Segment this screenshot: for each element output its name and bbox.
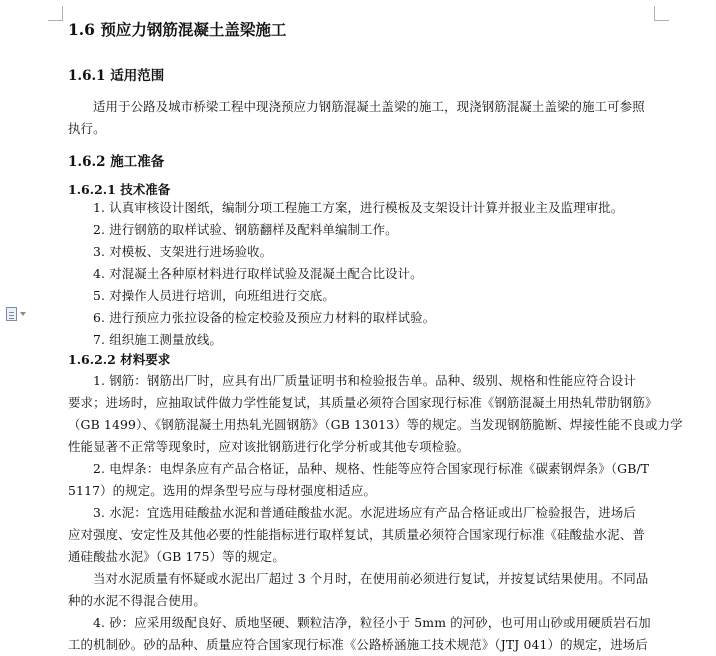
heading-1-6-2: 1.6.2 施工准备 <box>68 154 165 170</box>
text-line: 应对强度、安定性及其他必要的性能指标进行取样复试，其质量必须符合国家现行标准《硅酸盐水泥、普 <box>68 527 645 542</box>
document-layout-icon[interactable] <box>6 306 32 322</box>
heading-main: 1.6 预应力钢筋混凝土盖梁施工 <box>68 20 287 39</box>
heading-1-6-1: 1.6.1 适用范围 <box>68 68 165 84</box>
list-item: 2. 进行钢筋的取样试验、钢筋翻样及配料单编制工作。 <box>93 222 398 237</box>
text-line: 要求；进场时，应抽取试件做力学性能复试，其质量必须符合国家现行标准《钢筋混凝土用热轧带肋钢筋》 <box>68 395 658 410</box>
list-item: 3. 对模板、支架进行进场验收。 <box>93 244 273 259</box>
chevron-down-icon <box>20 312 26 316</box>
list-item: 7. 组织施工测量放线。 <box>93 332 223 347</box>
list-item: 5. 对操作人员进行培训，向班组进行交底。 <box>93 288 335 303</box>
text-line: 通硅酸盐水泥》（GB 175）等的规定。 <box>68 549 285 564</box>
text-line: 工的机制砂。砂的品种、质量应符合国家现行标准《公路桥涵施工技术规范》（JTJ 041）的规定，进场后 <box>68 637 648 652</box>
text-line: 种的水泥不得混合使用。 <box>68 593 206 608</box>
paragraph-electrode <box>68 458 650 502</box>
text-line: 适用于公路及城市桥梁工程中现浇预应力钢筋混凝土盖梁的施工，现浇钢筋混凝土盖梁的施工可参照 <box>93 99 645 114</box>
page-corner-mark-right <box>654 6 669 21</box>
list-item: 4. 对混凝土各种原材料进行取样试验及混凝土配合比设计。 <box>93 266 423 281</box>
list-item: 1. 认真审核设计图纸，编制分项工程施工方案，进行模板及支架设计计算并报业主及监理审批。 <box>93 200 624 215</box>
text-line: 2. 电焊条：电焊条应有产品合格证，品种、规格、性能等应符合国家现行标准《碳素钢焊条》（GB/T <box>93 461 650 476</box>
list-item: 6. 进行预应力张拉设备的检定校验及预应力材料的取样试验。 <box>93 310 436 325</box>
text-line: 当对水泥质量有怀疑或水泥出厂超过 3 个月时，在使用前必须进行复试，并按复试结果使用。不同品 <box>93 571 649 586</box>
paragraph-cement-check <box>68 568 650 612</box>
text-line: 5117）的规定。选用的焊条型号应与母材强度相适应。 <box>68 483 377 498</box>
text-line: 3. 水泥：宜选用硅酸盐水泥和普通硅酸盐水泥。水泥进场应有产品合格证或出厂检验报告，进场后 <box>93 505 636 520</box>
text-line: 性能显著不正常等现象时，应对该批钢筋进行化学分析或其他专项检验。 <box>68 439 470 454</box>
paragraph-cement <box>68 502 650 568</box>
text-line: 执行。 <box>68 121 106 136</box>
page-corner-mark-left <box>48 6 63 21</box>
paragraph-scope <box>68 96 650 140</box>
text-line: 1. 钢筋：钢筋出厂时，应具有出厂质量证明书和检验报告单。品种、级别、规格和性能应符合设计 <box>93 373 636 388</box>
paragraph-sand <box>68 612 650 656</box>
document-icon <box>6 307 17 321</box>
heading-1-6-2-2: 1.6.2.2 材料要求 <box>68 352 171 367</box>
text-line: （GB 1499）、《钢筋混凝土用热轧光圆钢筋》（GB 13013）等的规定。当发现钢筋脆断、焊接性能不良或力学 <box>68 417 683 432</box>
heading-1-6-2-1: 1.6.2.1 技术准备 <box>68 182 171 197</box>
list-technical-prep <box>93 197 623 351</box>
paragraph-steel <box>68 370 683 458</box>
text-line: 4. 砂：应采用级配良好、质地坚硬、颗粒洁净，粒径小于 5mm 的河砂，也可用山砂或用硬质岩石加 <box>93 615 651 630</box>
